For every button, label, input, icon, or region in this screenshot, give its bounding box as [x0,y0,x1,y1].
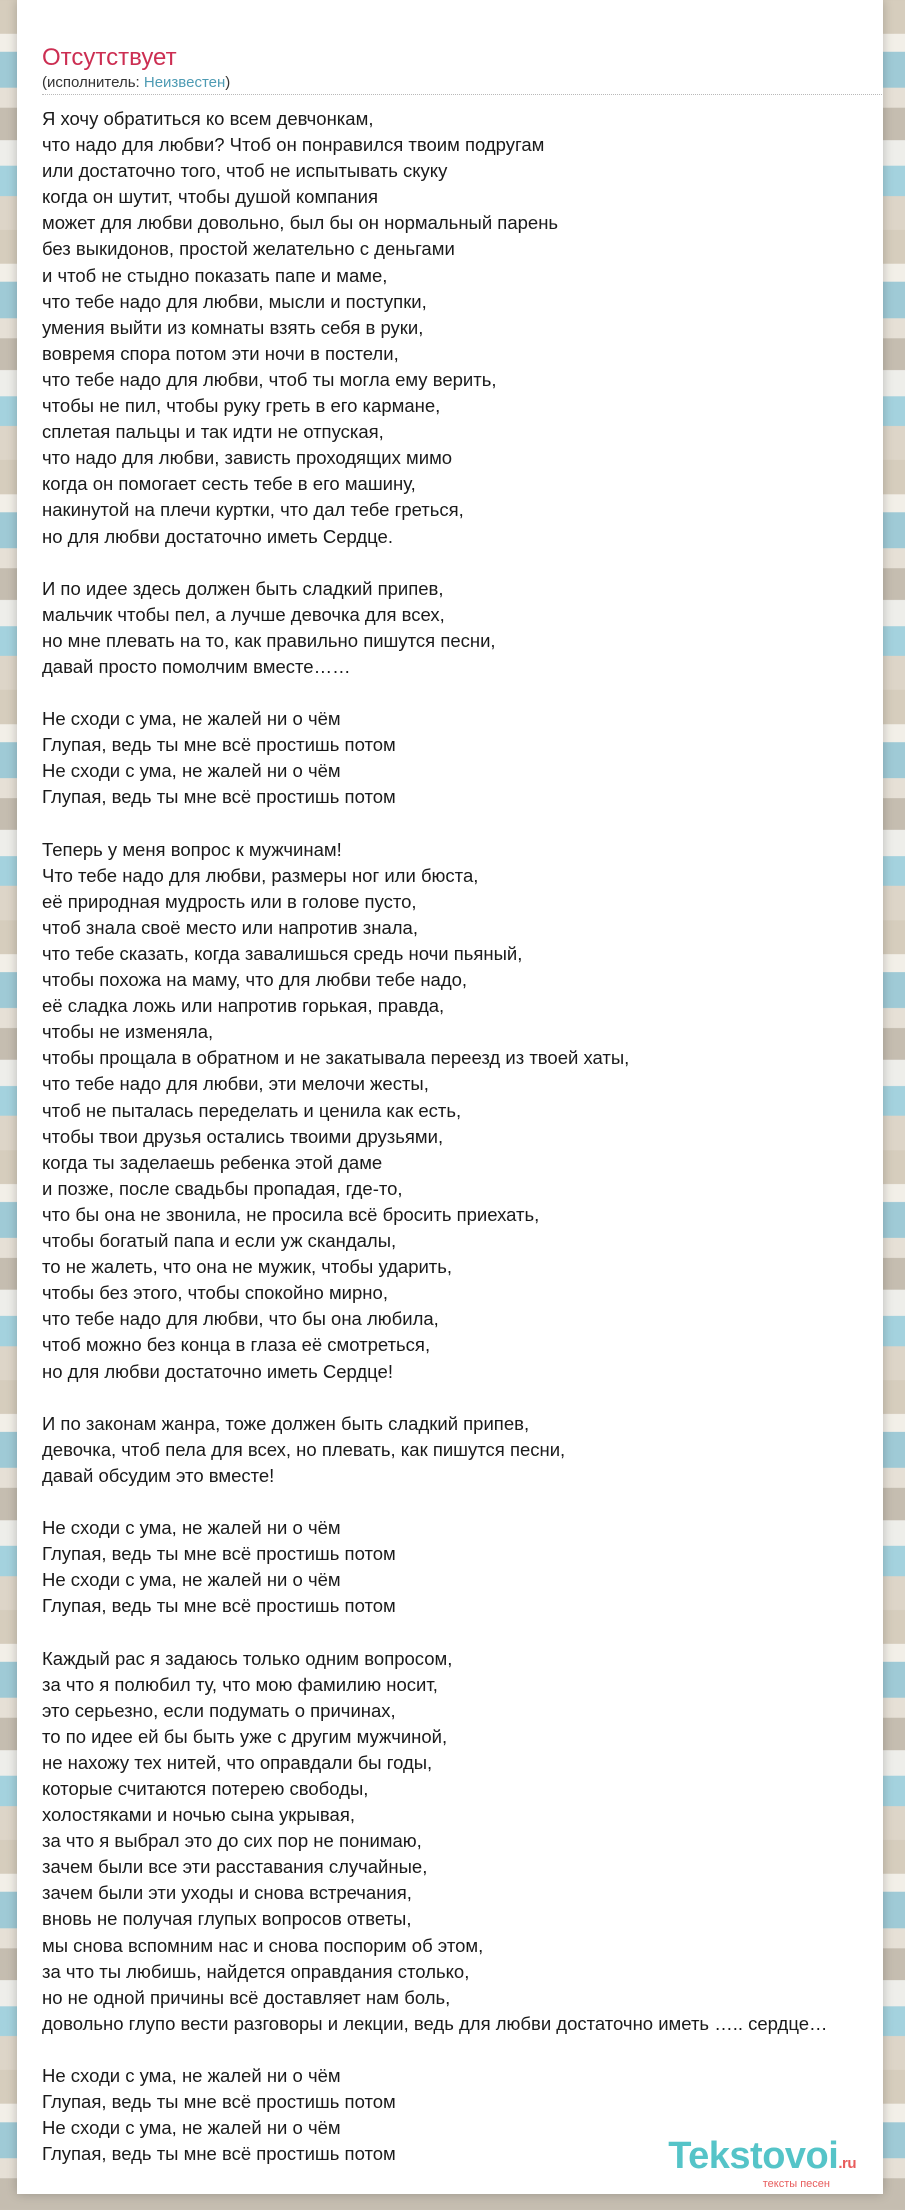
lyric-line: и позже, после свадьбы пропадая, где-то, [42,1177,403,1199]
lyric-line: это серьезно, если подумать о причинах, [42,1699,396,1721]
lyric-line: но для любви достаточно иметь Сердце! [42,1360,393,1382]
lyric-line: Не сходи с ума, не жалей ни о чём [42,2117,341,2139]
logo-name: Tekstovoi [668,2135,839,2177]
lyric-line: что тебе сказать, когда завалишься средь ночи пьяный, [42,943,523,964]
lyric-line: Не сходи с ума, не жалей ни о чём [42,1569,341,1591]
lyric-line: сплетая пальцы и так идти не отпуская, [42,421,384,443]
content-page [17,0,883,2194]
lyric-line: за что ты любишь, найдется оправдания столько, [42,1960,470,1982]
lyric-line: зачем были эти уходы и снова встречания, [42,1882,412,1904]
lyric-line: когда он помогает сесть тебе в его машину, [42,473,416,495]
lyric-line: вновь не получая глупых вопросов ответы, [42,1908,412,1930]
lyric-line: чтоб можно без конца в глаза её смотреться, [42,1334,431,1356]
song-title: Отсутствует [42,44,177,71]
lyric-line: за что я выбрал это до сих пор не понимаю, [42,1830,422,1852]
lyric-line: чтобы богатый папа и если уж скандалы, [42,1230,397,1252]
lyric-line: Теперь у меня вопрос к мужчинам! [42,838,342,860]
lyric-line: Глупая, ведь ты мне всё простишь потом [42,2143,396,2165]
lyric-line: что тебе надо для любви, эти мелочи жесты, [42,1073,429,1095]
logo-tld: .ru [838,2155,856,2172]
performer-link[interactable]: Неизвестен [143,74,226,91]
lyric-line: или достаточно того, чтоб не испытывать скуку [42,160,448,182]
lyric-line: Не сходи с ума, не жалей ни о чём [42,708,341,730]
lyric-line: Глупая, ведь ты мне всё простишь потом [42,1543,396,1565]
lyric-line: когда он шутит, чтобы душой компания [42,186,379,208]
lyric-line: И по идее здесь должен быть сладкий припев, [42,577,444,599]
lyric-line: не нахожу тех нитей, что оправдали бы годы, [42,1751,433,1773]
lyric-line: Не сходи с ума, не жалей ни о чём [42,2065,341,2087]
lyric-line: чтобы не изменяла, [42,1021,214,1043]
header-divider [42,94,882,95]
stanza-break [42,1385,905,1411]
lyric-line: чтобы похожа на маму, что для любви тебе надо, [42,969,468,991]
lyric-line: чтоб знала своё место или напротив знала, [42,916,418,938]
lyric-line: что тебе надо для любви, мысли и поступки, [42,290,427,312]
stanza-break [42,811,905,837]
lyric-line: то не жалеть, что она не мужик, чтобы ударить, [42,1256,453,1278]
lyric-line: мы снова вспомним нас и снова поспорим об этом, [42,1934,484,1956]
lyric-line: что надо для любви, зависть проходящих мимо [42,447,453,469]
lyric-line: когда ты заделаешь ребенка этой даме [42,1151,383,1173]
lyric-line: что тебе надо для любви, что бы она любила, [42,1308,439,1330]
lyric-line: за что я полюбил ту, что мою фамилию носит, [42,1673,438,1695]
lyric-line: то по идее ей бы быть уже с другим мужчиной, [42,1725,448,1747]
lyric-line: давай просто помолчим вместе…… [42,655,351,677]
lyric-line: может для любви довольно, был бы он нормальный парень [42,212,559,234]
stanza-break [42,1619,905,1645]
stanza-break [42,1489,905,1515]
lyric-line: что тебе надо для любви, чтоб ты могла ему верить, [42,368,497,390]
lyric-line: что бы она не звонила, не просила всё бросить приехать, [42,1203,540,1225]
lyric-line: девочка, чтоб пела для всех, но плевать, как пишутся песни, [42,1438,566,1460]
lyric-line: и чтоб не стыдно показать папе и маме, [42,264,388,286]
performer-prefix: (исполнитель: [42,74,144,91]
lyric-line: Глупая, ведь ты мне всё простишь потом [42,1595,396,1617]
performer-line [42,74,878,92]
lyric-line: холостяками и ночью сына укрывая, [42,1804,355,1826]
lyric-line: Глупая, ведь ты мне всё простишь потом [42,2091,396,2113]
lyric-line: Глупая, ведь ты мне всё простишь потом [42,734,396,756]
lyric-line: умения выйти из комнаты взять себя в руки, [42,316,424,338]
lyric-line: чтобы без этого, чтобы спокойно мирно, [42,1282,388,1304]
lyric-line: Не сходи с ума, не жалей ни о чём [42,760,341,782]
lyric-line: Глупая, ведь ты мне всё простишь потом [42,786,396,808]
lyric-line: без выкидонов, простой желательно с деньгами [42,238,455,260]
stanza-break [42,680,905,706]
lyric-line: Каждый рас я задаюсь только одним вопросом, [42,1647,453,1669]
lyric-line: что надо для любви? Чтоб он понравился твоим подругам [42,134,545,156]
lyric-line: Я хочу обратиться ко всем девчонкам, [42,108,374,129]
lyric-line: вовремя спора потом эти ночи в постели, [42,342,399,364]
lyric-line: И по законам жанра, тоже должен быть сладкий припев, [42,1412,530,1434]
stanza-break [42,550,905,576]
lyric-line: зачем были все эти расставания случайные, [42,1856,428,1878]
lyric-line: но не одной причины всё доставляет нам боль, [42,1986,451,2008]
lyric-line: чтобы твои друзья остались твоими друзьями, [42,1125,444,1147]
lyric-line: её природная мудрость или в голове пусто, [42,890,417,912]
lyric-line: довольно глупо вести разговоры и лекции, ведь для любви достаточно иметь ….. сердце… [42,2012,828,2034]
lyric-line: но для любви достаточно иметь Сердце. [42,525,393,547]
lyric-line: чтобы прощала в обратном и не закатывала переезд из твоей хаты, [42,1047,630,1069]
lyric-line: давай обсудим это вместе! [42,1464,275,1486]
site-logo[interactable] [668,2136,856,2190]
lyric-line: которые считаются потерею свободы, [42,1778,369,1799]
song-header [42,44,878,92]
lyric-line: чтобы не пил, чтобы руку греть в его кармане, [42,395,441,417]
lyric-line: но мне плевать на то, как правильно пишутся песни, [42,629,496,651]
lyric-line: Что тебе надо для любви, размеры ног или бюста, [42,864,479,886]
lyric-line: её сладка ложь или напротив горькая, правда, [42,995,445,1017]
lyric-line: мальчик чтобы пел, а лучше девочка для всех, [42,603,445,625]
lyrics-text [42,106,905,2167]
lyric-line: чтоб не пыталась переделать и ценила как есть, [42,1099,462,1121]
stanza-break [42,2037,905,2063]
lyric-line: Не сходи с ума, не жалей ни о чём [42,1517,341,1539]
logo-tagline: тексты песен [762,2178,830,2190]
lyric-line: накинутой на плечи куртки, что дал тебе греться, [42,499,464,521]
performer-suffix: ) [225,74,231,91]
